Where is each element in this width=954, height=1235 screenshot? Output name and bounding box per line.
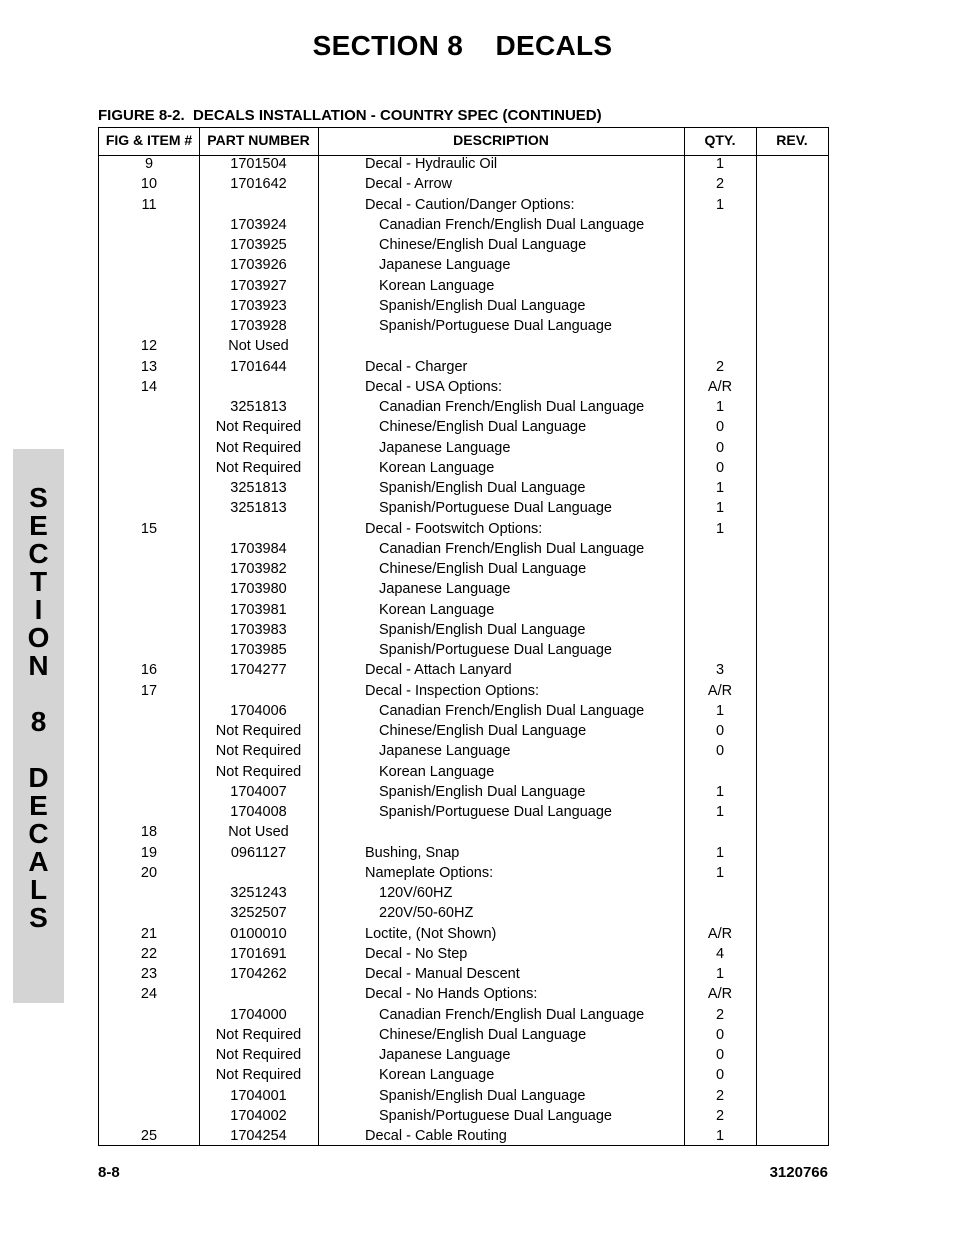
cell-fig-item: 10	[140, 176, 158, 193]
header-rev: REV.	[776, 132, 808, 148]
cell-qty: 0	[715, 1026, 725, 1043]
cell-part-number: 1703928	[230, 318, 287, 334]
cell-fig-item: 11	[141, 196, 157, 213]
cell-fig-item: 24	[140, 986, 158, 1003]
table-row	[99, 640, 828, 660]
table-row	[99, 195, 828, 215]
cell-description: Spanish/English Dual Language	[379, 1087, 586, 1104]
table-row	[99, 438, 828, 458]
table-row	[99, 620, 828, 640]
table-row	[99, 903, 828, 923]
cell-fig-item: 23	[140, 966, 158, 982]
cell-part-number: 1701644	[230, 358, 287, 375]
cell-part-number: Not Used	[228, 338, 289, 355]
table-row	[99, 741, 828, 761]
table-row	[99, 559, 828, 579]
cell-qty: 0	[715, 419, 725, 436]
cell-description: Spanish/Portuguese Dual Language	[379, 500, 612, 517]
cell-part-number: 1704254	[230, 1128, 287, 1144]
cell-description: Spanish/Portuguese Dual Language	[379, 318, 612, 334]
cell-part-number: 1703926	[230, 257, 287, 274]
cell-description: Spanish/Portuguese Dual Language	[379, 1107, 612, 1124]
table-row	[99, 397, 828, 417]
cell-part-number: Not Required	[215, 743, 302, 760]
side-tab-letter: O	[27, 622, 50, 653]
table-row	[99, 255, 828, 275]
cell-fig-item: 16	[140, 662, 158, 679]
cell-qty: 2	[715, 1087, 725, 1104]
table-row	[99, 154, 828, 174]
cell-description: Spanish/Portuguese Dual Language	[379, 804, 612, 820]
table-row	[99, 377, 828, 397]
table-row	[99, 458, 828, 478]
side-tab-letter: L	[29, 874, 48, 905]
header-fig-item: FIG & ITEM #	[105, 132, 193, 148]
table-row	[99, 215, 828, 235]
cell-description: Decal - Inspection Options:	[365, 682, 540, 699]
table-row	[99, 843, 828, 863]
cell-qty: A/R	[707, 378, 733, 395]
cell-part-number: Not Required	[215, 763, 302, 780]
cell-qty: 3	[715, 662, 725, 679]
cell-part-number: 1703983	[230, 621, 287, 638]
cell-qty: 0	[715, 1067, 725, 1084]
cell-part-number: 1704277	[230, 662, 287, 679]
table-row	[99, 1106, 828, 1126]
cell-fig-item: 14	[140, 378, 158, 395]
cell-part-number: 0961127	[230, 844, 287, 861]
cell-qty: 2	[715, 1006, 725, 1023]
cell-description: Chinese/English Dual Language	[379, 237, 587, 253]
cell-qty: 1	[715, 156, 725, 172]
table-row	[99, 357, 828, 377]
cell-qty: 0	[715, 459, 725, 476]
table-row	[99, 316, 828, 336]
cell-description: Chinese/English Dual Language	[379, 723, 587, 739]
cell-part-number: Not Required	[215, 439, 302, 456]
cell-description: Decal - Cable Routing	[365, 1128, 507, 1144]
section-side-tab	[13, 449, 64, 1003]
cell-qty: 1	[715, 480, 725, 496]
cell-part-number: Not Required	[215, 419, 302, 436]
cell-description: Korean Language	[379, 1067, 495, 1084]
cell-description: Canadian French/English Dual Language	[379, 216, 645, 233]
cell-description: Japanese Language	[379, 257, 511, 274]
table-header	[99, 128, 828, 156]
cell-description: Japanese Language	[379, 743, 511, 760]
cell-qty: 1	[715, 399, 725, 415]
side-tab-letter: C	[28, 538, 49, 569]
cell-description: Korean Language	[379, 277, 495, 294]
table-row	[99, 1045, 828, 1065]
table-row	[99, 1065, 828, 1085]
cell-qty: A/R	[707, 925, 733, 942]
cell-description: 120V/60HZ	[379, 885, 453, 901]
cell-part-number: 1701642	[230, 176, 287, 193]
cell-fig-item: 21	[140, 925, 158, 942]
cell-qty: 1	[715, 196, 725, 213]
cell-part-number: 1703980	[230, 581, 287, 598]
cell-part-number: 3251813	[230, 399, 287, 415]
table-row	[99, 782, 828, 802]
cell-qty: 1	[715, 864, 725, 881]
table-row	[99, 174, 828, 194]
table-row	[99, 235, 828, 255]
table-row	[99, 417, 828, 437]
cell-fig-item: 20	[140, 864, 158, 881]
cell-part-number: 1701504	[230, 156, 287, 172]
cell-description: Spanish/English Dual Language	[379, 480, 586, 496]
side-tab-letter: S	[29, 482, 48, 513]
cell-fig-item: 19	[140, 844, 158, 861]
document-number: 3120766	[769, 1164, 828, 1181]
cell-description: Nameplate Options:	[365, 864, 494, 881]
cell-description: Canadian French/English Dual Language	[379, 1006, 645, 1023]
table-row	[99, 944, 828, 964]
cell-qty: 4	[715, 945, 725, 962]
cell-qty: 0	[715, 723, 725, 739]
header-description: DESCRIPTION	[453, 132, 549, 148]
cell-part-number: Not Used	[228, 824, 289, 841]
cell-part-number: 3252507	[230, 905, 287, 922]
cell-qty: 1	[715, 783, 725, 800]
cell-part-number: 1703985	[230, 642, 287, 658]
parts-table	[98, 127, 829, 1146]
table-row	[99, 822, 828, 842]
table-row	[99, 600, 828, 620]
cell-description: Chinese/English Dual Language	[379, 1026, 587, 1043]
cell-description: Canadian French/English Dual Language	[379, 399, 645, 415]
cell-description: Chinese/English Dual Language	[379, 561, 587, 577]
cell-description: Spanish/English Dual Language	[379, 621, 586, 638]
side-tab-letter: D	[28, 762, 49, 793]
cell-description: 220V/50-60HZ	[379, 905, 474, 922]
cell-description: Korean Language	[379, 763, 495, 780]
cell-part-number: Not Required	[215, 1047, 302, 1063]
table-row	[99, 478, 828, 498]
cell-fig-item: 9	[144, 156, 154, 172]
cell-part-number: 3251813	[230, 500, 287, 517]
cell-qty: 1	[715, 520, 725, 537]
cell-qty: 1	[715, 702, 725, 719]
cell-description: Loctite, (Not Shown)	[365, 925, 497, 942]
table-row	[99, 1005, 828, 1025]
table-row	[99, 984, 828, 1004]
cell-description: Korean Language	[379, 459, 495, 476]
cell-description: Decal - Charger	[365, 358, 468, 375]
cell-fig-item: 18	[140, 824, 158, 841]
table-row	[99, 498, 828, 518]
cell-description: Decal - Arrow	[365, 176, 453, 193]
cell-description: Korean Language	[379, 601, 495, 618]
side-tab-letter: A	[28, 846, 49, 877]
cell-description: Spanish/English Dual Language	[379, 297, 586, 314]
cell-part-number: 1704001	[230, 1087, 287, 1104]
cell-part-number: 1703982	[230, 561, 287, 577]
cell-part-number: 1704002	[230, 1107, 287, 1124]
table-row	[99, 964, 828, 984]
table-row	[99, 539, 828, 559]
cell-qty: 1	[715, 804, 725, 820]
side-tab-letter: E	[29, 510, 48, 541]
cell-qty: A/R	[707, 682, 733, 699]
page-number: 8-8	[98, 1164, 120, 1181]
table-row	[99, 1086, 828, 1106]
cell-qty: 2	[715, 1107, 725, 1124]
cell-part-number: Not Required	[215, 459, 302, 476]
table-row	[99, 1025, 828, 1045]
cell-description: Decal - Caution/Danger Options:	[365, 196, 575, 213]
cell-part-number: 1701691	[230, 945, 287, 962]
side-tab-letter: N	[28, 650, 49, 681]
cell-part-number: 1704262	[230, 966, 287, 982]
table-row	[99, 296, 828, 316]
cell-description: Decal - No Hands Options:	[365, 986, 538, 1003]
cell-description: Decal - Attach Lanyard	[365, 662, 512, 679]
cell-part-number: 1704006	[230, 702, 287, 719]
table-row	[99, 579, 828, 599]
cell-fig-item: 17	[140, 682, 158, 699]
cell-qty: 1	[715, 1128, 725, 1144]
cell-description: Decal - USA Options:	[365, 378, 502, 395]
table-row	[99, 276, 828, 296]
cell-part-number: 1703981	[230, 601, 287, 618]
table-row	[99, 924, 828, 944]
cell-qty: 0	[715, 439, 725, 456]
table-row	[99, 863, 828, 883]
cell-qty: 1	[715, 844, 725, 861]
cell-description: Japanese Language	[379, 439, 511, 456]
cell-qty: 1	[715, 500, 725, 517]
cell-description: Canadian French/English Dual Language	[379, 702, 645, 719]
table-body	[99, 154, 828, 1146]
cell-fig-item: 12	[140, 338, 158, 355]
cell-part-number: 1703984	[230, 540, 287, 557]
cell-part-number: 1703925	[230, 237, 287, 253]
header-part-number: PART NUMBER	[207, 132, 310, 148]
cell-fig-item: 15	[140, 520, 158, 537]
table-row	[99, 802, 828, 822]
cell-description: Chinese/English Dual Language	[379, 419, 587, 436]
cell-qty: 2	[715, 358, 725, 375]
table-row	[99, 681, 828, 701]
table-row	[99, 660, 828, 680]
cell-part-number: 0100010	[230, 925, 287, 942]
cell-description: Decal - No Step	[365, 945, 468, 962]
side-tab-letter: S	[29, 902, 48, 933]
table-row	[99, 1126, 828, 1146]
cell-part-number: Not Required	[215, 723, 302, 739]
cell-description: Bushing, Snap	[365, 844, 460, 861]
cell-fig-item: 13	[140, 358, 158, 375]
cell-description: Decal - Footswitch Options:	[365, 520, 543, 537]
cell-qty: 1	[715, 966, 725, 982]
cell-part-number: 1704007	[230, 783, 287, 800]
side-tab-letter: E	[29, 790, 48, 821]
figure-title: FIGURE 8-2. DECALS INSTALLATION - COUNTRY SPEC (CONTINUED)	[98, 107, 602, 124]
cell-description: Spanish/Portuguese Dual Language	[379, 642, 612, 658]
side-tab-letter: T	[29, 566, 48, 597]
cell-description: Japanese Language	[379, 581, 511, 598]
header-qty: QTY.	[704, 132, 736, 148]
cell-part-number: 1703924	[230, 216, 287, 233]
cell-fig-item: 25	[140, 1128, 158, 1144]
cell-part-number: 1704000	[230, 1006, 287, 1023]
side-tab-letter: C	[28, 818, 49, 849]
cell-description: Spanish/English Dual Language	[379, 783, 586, 800]
cell-part-number: 3251813	[230, 480, 287, 496]
side-tab-letter: I	[34, 594, 43, 625]
table-row	[99, 721, 828, 741]
cell-part-number: 1703927	[230, 277, 287, 294]
table-row	[99, 762, 828, 782]
cell-qty: 0	[715, 1047, 725, 1063]
table-row	[99, 519, 828, 539]
table-row	[99, 701, 828, 721]
cell-description: Decal - Manual Descent	[365, 966, 520, 982]
cell-part-number: Not Required	[215, 1067, 302, 1084]
side-tab-letter: 8	[30, 706, 47, 737]
cell-qty: A/R	[707, 986, 733, 1003]
cell-part-number: 1704008	[230, 804, 287, 820]
section-title: SECTION 8 DECALS	[312, 30, 613, 61]
table-row	[99, 336, 828, 356]
cell-part-number: 1703923	[230, 297, 287, 314]
cell-fig-item: 22	[140, 945, 158, 962]
cell-part-number: Not Required	[215, 1026, 302, 1043]
cell-qty: 2	[715, 176, 725, 193]
table-row	[99, 883, 828, 903]
cell-description: Japanese Language	[379, 1047, 511, 1063]
cell-description: Decal - Hydraulic Oil	[365, 156, 498, 172]
cell-qty: 0	[715, 743, 725, 760]
cell-description: Canadian French/English Dual Language	[379, 540, 645, 557]
cell-part-number: 3251243	[230, 885, 287, 901]
